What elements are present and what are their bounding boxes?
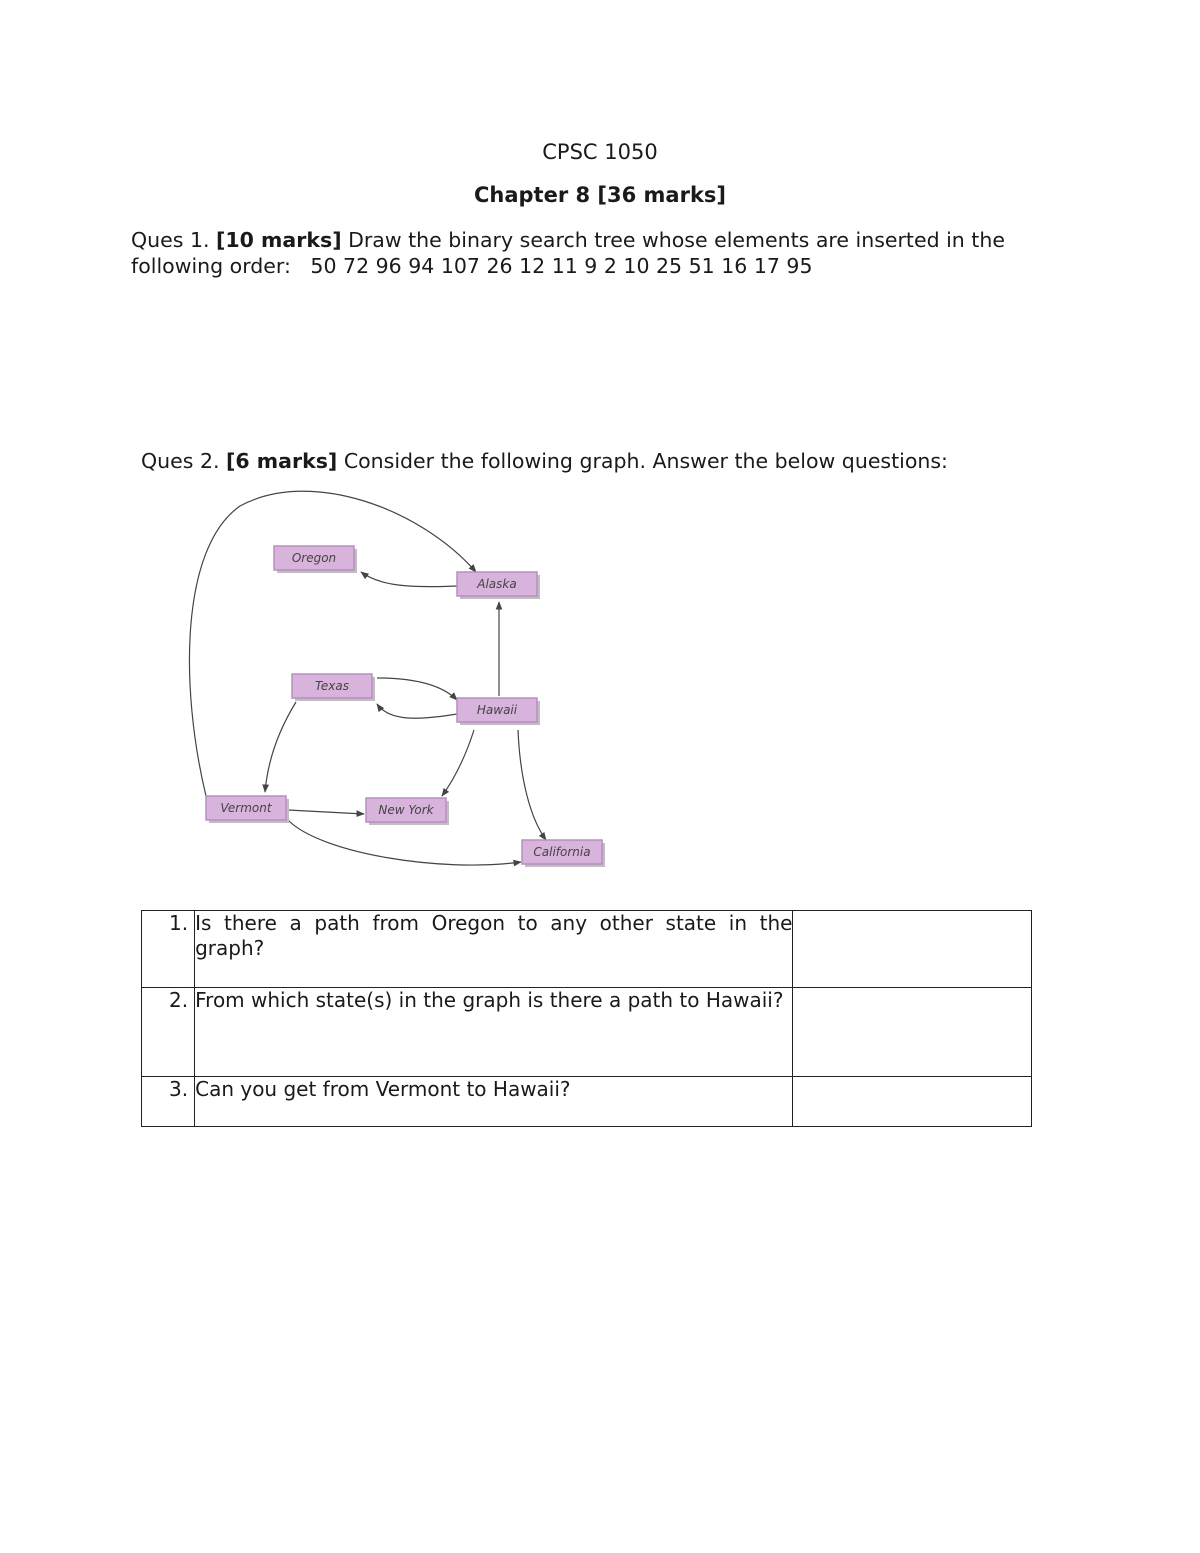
node-alaska <box>457 572 540 599</box>
node-hawaii-label: Hawaii <box>476 703 518 717</box>
row-number: 1. <box>142 911 195 988</box>
node-oregon-label: Oregon <box>291 551 337 565</box>
edge-hawaii-newyork <box>442 730 474 796</box>
node-texas <box>292 674 375 701</box>
node-texas-label: Texas <box>315 679 349 693</box>
row-question: Can you get from Vermont to Hawaii? <box>195 1077 793 1127</box>
answer-cell[interactable] <box>793 988 1032 1077</box>
node-newyork <box>366 798 449 825</box>
table-row <box>142 911 1032 988</box>
row-question: From which state(s) in the graph is there a path to Hawaii? <box>195 988 793 1077</box>
node-california <box>522 840 605 867</box>
question-1 <box>131 227 1071 279</box>
node-vermont <box>206 796 289 823</box>
node-oregon <box>274 546 357 573</box>
edge-hawaii-california <box>518 730 546 840</box>
edge-vermont-california <box>288 820 521 865</box>
state-graph-diagram <box>180 488 620 883</box>
question-2-text: Consider the following graph. Answer the below questions: <box>337 449 948 473</box>
question-2 <box>141 448 1081 474</box>
edge-hawaii-texas <box>377 704 457 718</box>
chapter-title: Chapter 8 [36 marks] <box>473 183 727 207</box>
table-row <box>142 988 1032 1077</box>
answer-cell[interactable] <box>793 911 1032 988</box>
question-2-marks: [6 marks] <box>226 449 338 473</box>
node-california-label: California <box>533 845 591 859</box>
question-1-sequence: following order: 50 72 96 94 107 26 12 11 9 2 10 25 51 16 17 95 <box>131 254 813 278</box>
row-number: 3. <box>142 1077 195 1127</box>
node-vermont-label: Vermont <box>220 801 272 815</box>
question-1-marks: [10 marks] <box>216 228 342 252</box>
node-newyork-label: New York <box>378 803 434 817</box>
edge-vermont-newyork <box>288 810 364 814</box>
course-code: CPSC 1050 <box>542 140 658 164</box>
answer-cell[interactable] <box>793 1077 1032 1127</box>
edge-texas-vermont <box>265 702 296 792</box>
question-2-prefix: Ques 2. <box>141 449 227 473</box>
question-1-text: Draw the binary search tree whose elements are inserted in the <box>341 228 1005 252</box>
node-alaska-label: Alaska <box>477 577 517 591</box>
question-1-prefix: Ques 1. <box>131 228 217 252</box>
row-question: Is there a path from Oregon to any other state in the graph? <box>195 911 793 988</box>
edge-vermont-alaska <box>189 491 476 796</box>
table-row <box>142 1077 1032 1127</box>
edge-texas-hawaii <box>377 678 457 700</box>
node-hawaii <box>457 698 540 725</box>
edge-alaska-oregon <box>361 572 457 587</box>
row-number: 2. <box>142 988 195 1077</box>
question-table <box>141 910 1032 1127</box>
